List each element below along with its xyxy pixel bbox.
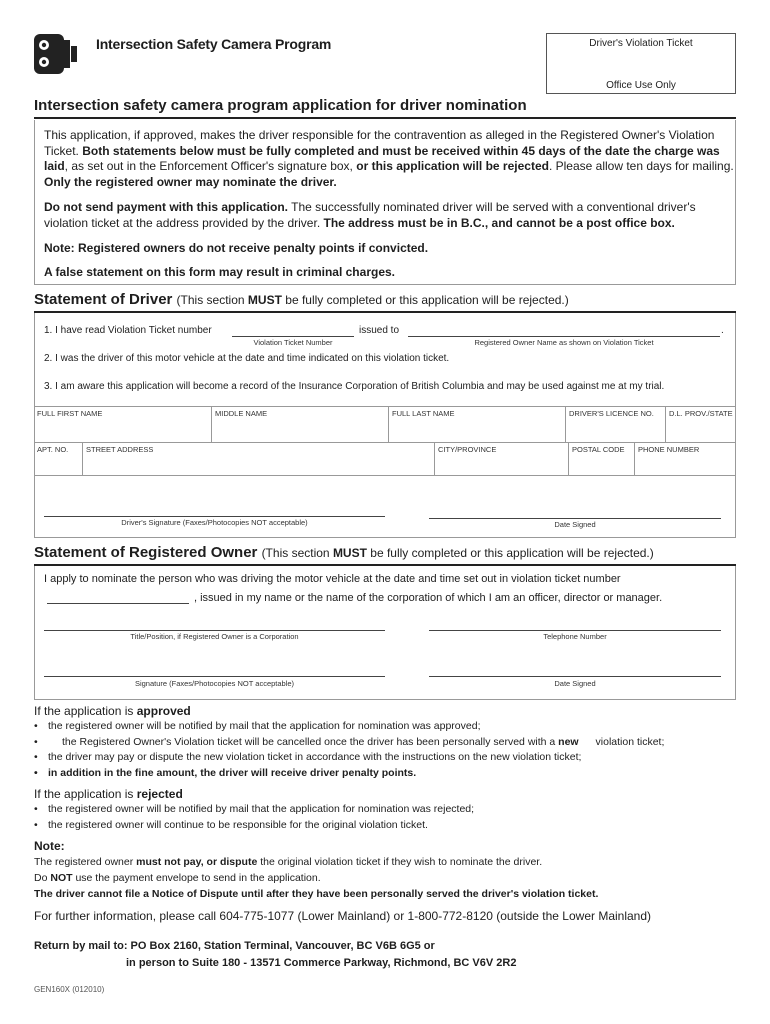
intro-paragraph-2: Do not send payment with this application. The successfully nominated driver will be served with a conventional driver's violation ticket at the address provided by the driver. The address must be in B.C., and cannot be a post office box. <box>44 200 696 230</box>
camera-icon <box>34 34 78 74</box>
driver-section-title: Statement of Driver (This section MUST be fully completed or this application will be rejected.) <box>34 291 569 308</box>
title-position-caption: Title/Position, if Registered Owner is a Corporation <box>130 632 299 641</box>
owner-telephone-field[interactable] <box>429 630 721 631</box>
driver-signature-field[interactable] <box>44 516 385 517</box>
page-title: Intersection safety camera program application for driver nomination <box>34 97 527 114</box>
form-code: GEN160X (012010) <box>34 985 105 994</box>
owner-title-position-field[interactable] <box>44 630 385 631</box>
office-use-box <box>546 33 736 94</box>
city-province-field[interactable]: CITY/PROVINCE <box>434 443 568 475</box>
further-info: For further information, please call 604-775-1077 (Lower Mainland) or 1-800-772-8120 (outside the Lower Mainland) <box>34 909 652 923</box>
title-divider <box>34 117 736 119</box>
drivers-licence-field[interactable]: DRIVER'S LICENCE NO. <box>565 407 665 442</box>
registered-owner-name-field[interactable] <box>408 336 720 337</box>
return-mail-line-2: in person to Suite 180 - 13571 Commerce Parkway, Richmond, BC V6V 2R2 <box>126 957 517 969</box>
owner-statement-line-2: , issued in my name or the name of the corporation of which I am an officer, director or manager. <box>194 592 663 604</box>
street-address-field[interactable]: STREET ADDRESS <box>82 443 434 475</box>
issued-to-label: issued to <box>359 325 400 336</box>
note-line-2: Do NOT use the payment envelope to send in the application. <box>34 872 321 884</box>
apt-no-field[interactable]: APT. NO. <box>37 445 69 454</box>
violation-ticket-number-field[interactable] <box>232 336 354 337</box>
driver-line-3: 3. I am aware this application will become a record of the Insurance Corporation of British Columbia and may be used against me at my trial. <box>44 381 665 392</box>
note-title: Note: <box>34 839 65 853</box>
driver-date-caption: Date Signed <box>554 520 596 529</box>
postal-code-field[interactable]: POSTAL CODE <box>568 443 634 475</box>
ticket-number-caption: Violation Ticket Number <box>253 338 333 347</box>
rejected-bullet-1: • the registered owner will be notified by mail that the application for nomination was rejected; <box>34 803 474 816</box>
full-first-name-field[interactable]: FULL FIRST NAME <box>37 409 103 418</box>
intro-warning: A false statement on this form may result in criminal charges. <box>44 265 395 279</box>
note-line-3: The driver cannot file a Notice of Dispute until after they have been personally served the driver's violation ticket. <box>34 888 599 900</box>
owner-signature-caption: Signature (Faxes/Photocopies NOT acceptable) <box>134 679 295 688</box>
line-1-period: . <box>721 325 724 336</box>
phone-number-field[interactable]: PHONE NUMBER <box>634 443 736 475</box>
dl-prov-state-field[interactable]: D.L. PROV./STATE <box>665 407 736 442</box>
return-mail-line-1: Return by mail to: PO Box 2160, Station Terminal, Vancouver, BC V6B 6G5 or <box>34 940 435 952</box>
intro-paragraph-1: This application, if approved, makes the driver responsible for the contravention as alleged in the Registered Owner's Violation Ticket. Both statements below must be fully completed and must be received within 45 days of the date the charge was laid, as set out in the Enforcement Officer's signature box, or this application will be rejected. Please allow ten days for mailing. Only the registered owner may nominate the driver. <box>44 128 734 189</box>
middle-name-field[interactable]: MIDDLE NAME <box>211 407 388 442</box>
note-line-1: The registered owner must not pay, or dispute the original violation ticket if they wish to nominate the driver. <box>34 856 543 868</box>
driver-line-2: 2. I was the driver of this motor vehicle at the date and time indicated on this violation ticket. <box>44 353 450 364</box>
rejected-bullet-2: • the registered owner will continue to be responsible for the original violation ticket. <box>34 819 428 832</box>
rejected-heading: If the application is rejected <box>34 787 183 801</box>
driver-signature-caption: Driver's Signature (Faxes/Photocopies NOT acceptable) <box>121 518 308 527</box>
approved-bullet-4: • in addition in the fine amount, the driver will receive driver penalty points. <box>34 767 416 780</box>
office-box-footer: Office Use Only <box>606 80 676 91</box>
intro-note: Note: Registered owners do not receive penalty points if convicted. <box>44 241 429 255</box>
telephone-caption: Telephone Number <box>543 632 607 641</box>
program-title: Intersection Safety Camera Program <box>96 36 332 52</box>
owner-name-caption: Registered Owner Name as shown on Violation Ticket <box>474 338 654 347</box>
approved-bullet-2: • the Registered Owner's Violation ticket will be cancelled once the driver has been personally served with a new violation ticket; <box>34 736 664 749</box>
owner-statement-line-1: I apply to nominate the person who was driving the motor vehicle at the date and time set out in violation ticket number <box>44 573 621 585</box>
owner-date-signed-field[interactable] <box>429 676 721 677</box>
full-last-name-field[interactable]: FULL LAST NAME <box>388 407 565 442</box>
approved-bullet-3: • the driver may pay or dispute the new violation ticket in accordance with the instructions on the new violation ticket; <box>34 751 581 764</box>
owner-signature-field[interactable] <box>44 676 385 677</box>
approved-heading: If the application is approved <box>34 704 191 718</box>
driver-line-1-label: 1. I have read Violation Ticket number <box>44 325 212 336</box>
approved-bullet-1: • the registered owner will be notified by mail that the application for nomination was approved; <box>34 720 481 733</box>
owner-violation-ticket-field[interactable] <box>47 603 189 604</box>
owner-section-title: Statement of Registered Owner (This section MUST be fully completed or this application will be rejected.) <box>34 544 654 561</box>
driver-date-signed-field[interactable] <box>429 518 721 519</box>
owner-date-caption: Date Signed <box>554 679 596 688</box>
office-box-title: Driver's Violation Ticket <box>589 38 693 49</box>
